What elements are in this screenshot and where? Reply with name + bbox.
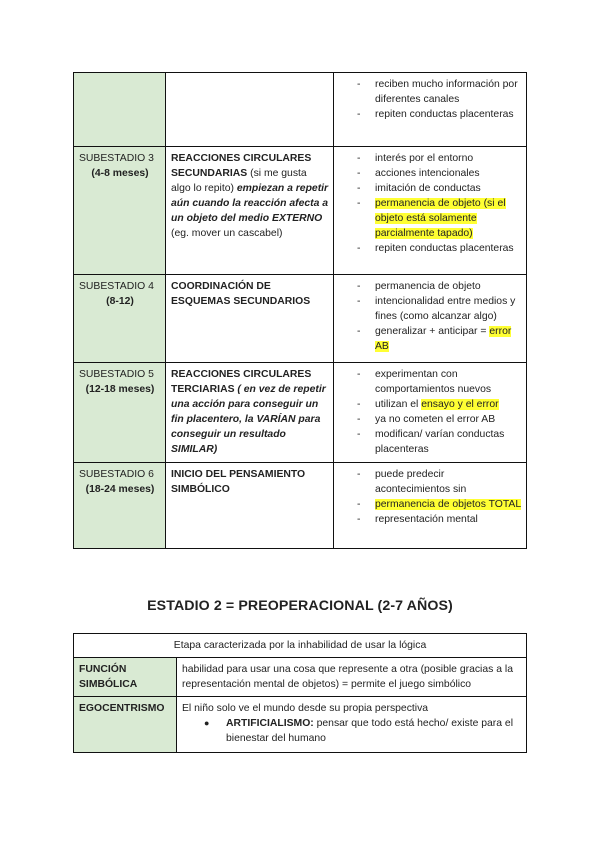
table-row [74,147,527,275]
reaction-cell: REACCIONES CIRCULARES TERCIARIAS ( en vez de repetir una acción para conseguir un fin placentero, la VARÍAN para conseguir un resultado SIMILAR) [166,363,334,463]
list-item: - utilizan el ensayo y el error [339,397,522,412]
characteristics-cell [334,275,527,363]
substages-table [73,72,527,549]
list-item: - generalizar + anticipar = error AB [339,324,522,354]
list-item: - permanencia de objeto (si el objeto está solamente parcialmente tapado) [339,196,522,241]
substage-cell: SUBESTADIO 4 (8-12) [74,275,166,363]
list-item: - modifican/ varían conductas placenteras [339,427,522,457]
reaction-cell: REACCIONES CIRCULARES SECUNDARIAS (si me gusta algo lo repito) empiezan a repetir aún cuando la reacción afecta a un objeto del medio EXTERNO (eg. mover un cascabel) [166,147,334,275]
table-row [74,275,527,363]
list-item: - repiten conductas placenteras [339,107,522,122]
list-item: ● ARTIFICIALISMO: pensar que todo está hecho/ existe para el bienestar del humano [182,716,521,746]
section-title: ESTADIO 2 = PREOPERACIONAL (2-7 AÑOS) [147,598,453,614]
substage-cell: SUBESTADIO 5 (12-18 meses) [74,363,166,463]
definition-cell: El niño solo ve el mundo desde su propia perspectiva ● ARTIFICIALISMO: pensar que todo está hecho/ existe para el bienestar del humano [177,697,527,753]
table-caption: Etapa caracterizada por la inhabilidad de usar la lógica [74,634,527,658]
definition-cell: habilidad para usar una cosa que represente a otra (posible gracias a la representación mental de objetos) = permite el juego simbólico [177,658,527,697]
preoperational-table [73,633,527,753]
list-item: - repiten conductas placenteras [339,241,522,256]
substage-cell: SUBESTADIO 6 (18-24 meses) [74,463,166,549]
table-row [74,697,527,753]
characteristics-cell [334,147,527,275]
list-item: - ya no cometen el error AB [339,412,522,427]
list-item: - permanencia de objetos TOTAL [339,497,522,512]
list-item: - intencionalidad entre medios y fines (como alcanzar algo) [339,294,522,324]
table-row [74,463,527,549]
characteristics-cell [334,363,527,463]
list-item: - imitación de conductas [339,181,522,196]
list-item: - experimentan con comportamientos nuevos [339,367,522,397]
table-row [74,634,527,658]
table-row [74,73,527,147]
characteristics-cell [334,463,527,549]
reaction-cell: INICIO DEL PENSAMIENTO SIMBÓLICO [166,463,334,549]
list-item: - permanencia de objeto [339,279,522,294]
substage-cell: SUBESTADIO 3 (4-8 meses) [74,147,166,275]
reaction-cell [166,73,334,147]
reaction-cell: COORDINACIÓN DE ESQUEMAS SECUNDARIOS [166,275,334,363]
list-item: - acciones intencionales [339,166,522,181]
term-cell: EGOCENTRISMO [74,697,177,753]
table-row [74,658,527,697]
term-cell: FUNCIÓN SIMBÓLICA [74,658,177,697]
characteristics-cell [334,73,527,147]
substage-cell [74,73,166,147]
table-row [74,363,527,463]
list-item: - puede predecir acontecimientos sin [339,467,522,497]
list-item: - reciben mucho información por diferentes canales [339,77,522,107]
list-item: - interés por el entorno [339,151,522,166]
list-item: - representación mental [339,512,522,527]
